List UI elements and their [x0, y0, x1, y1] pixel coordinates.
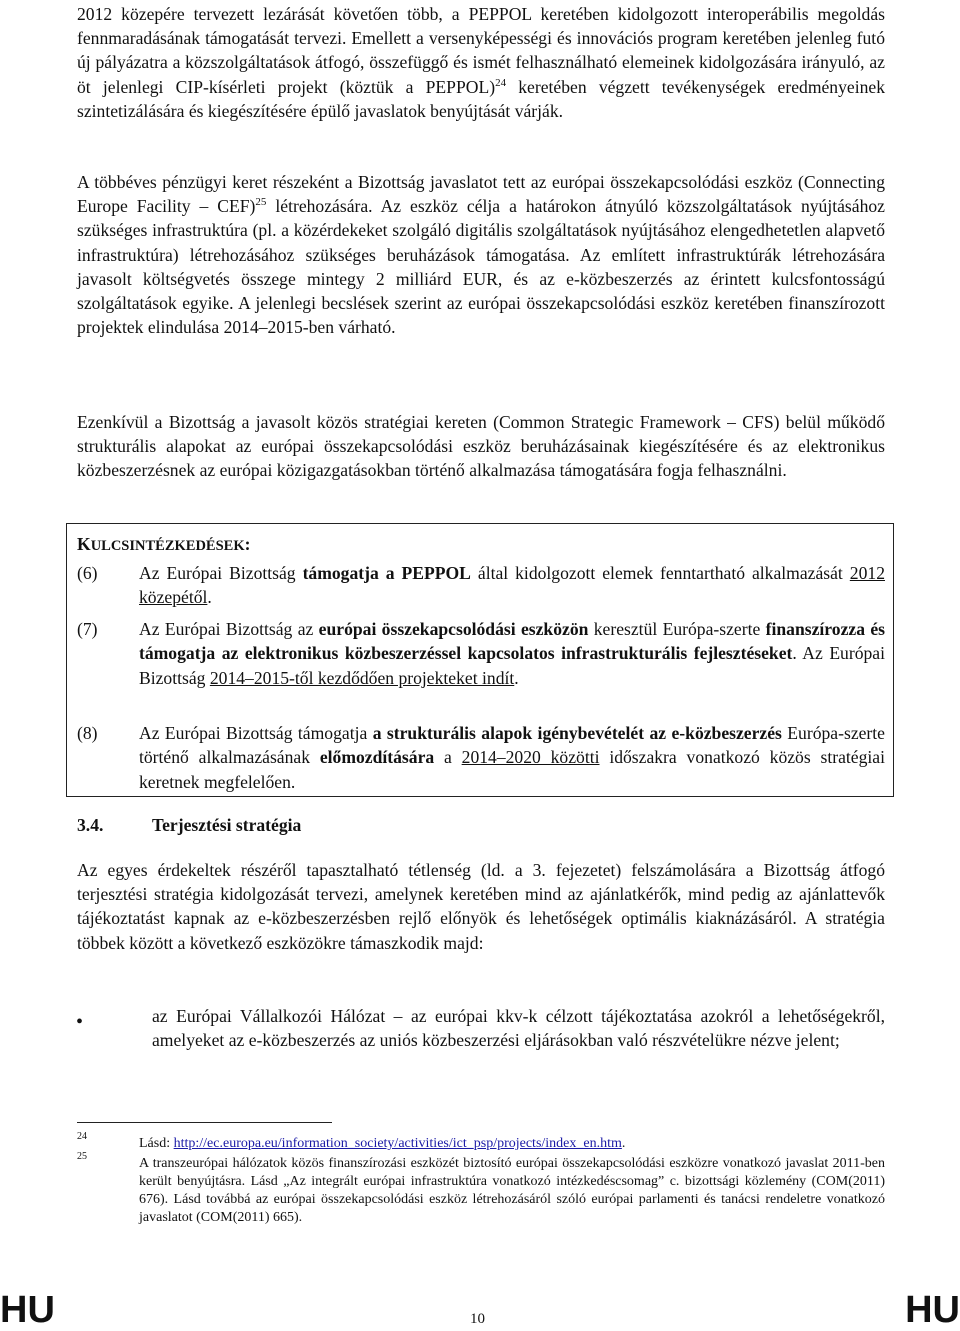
item-text: Az Európai Bizottság az európai összekapcsolódási eszközön keresztül Európa-szerte finanszírozza és támogatja az elektronikus közbeszerzéssel kapcsolatos infrastrukturális fejlesztéseket. Az Európai Bizottság 2014–2015-től kezdődően projekteket indít. [139, 619, 886, 688]
cfs-paragraph: Ezenkívül a Bizottság a javasolt közös stratégiai kereten (Common Strategic Framework – CFS) belül működő strukturális alapokat az európai összekapcsolódási eszköz beruházásainak kiegészítésére és az elektronikus közbeszerzésnek az európai közigazgatásokban történő alkalmazása támogatására fogja felhasználni. [77, 412, 885, 481]
cef-text: A többéves pénzügyi keret részeként a Bizottság javaslatot tett az európai összekapcsolódási eszköz (Connecting Europe Facility – CEF) [77, 172, 885, 217]
cef-text-rest: létrehozására. Az eszköz célja a határokon átnyúló közszolgáltatások nyújtásához szükséges infrastruktúra (pl. a közérdekeket szolgáló digitális szolgáltatások nyújtásához elengedhetetlen alapvető infrastruktúra) létrehozásához szükséges beruházások támogatása. Az említett infrastruktúrák létrehozására javasolt költségvetés összege mintegy 2 milliárd EUR, és az e-közbeszerzés az érintett kulcsfontosságú szolgáltatások egyike. A jelenlegi becslések szerint az európai összekapcsolódási eszköz keretében finanszírozott projektek elindulása 2014–2015-ben várható. [77, 196, 885, 338]
footnote-divider [77, 1122, 332, 1123]
language-code-left: HU [0, 1289, 55, 1331]
footnote-25: A transzeurópai hálózatok közös finanszírozási eszközét biztosító európai összekapcsolódási eszközre vonatkozó javaslat 2011-ben került benyújtásra. Lásd „Az integrált európai infrastruktúra vonatkozó intézkedéscsomag” c. bizottsági közlemény (COM(2011) 676). Lásd továbbá az európai összekapcsolódási eszköz létrehozásáról szóló európai parlamenti és tanácsi rendeletre vonatkozó javaslatot (COM(2011) 665). [139, 1156, 885, 1225]
footnote-ref-24[interactable]: 24 [495, 76, 507, 89]
section-number: 3.4. [77, 815, 104, 835]
language-code-right: HU [905, 1289, 960, 1331]
item-text: Az Európai Bizottság támogatja a PEPPOL által kidolgozott elemek fenntartható alkalmazását 2012 közepétől. [139, 563, 885, 608]
key-actions-title: KULCSINTÉZKEDÉSEK: [77, 534, 251, 554]
footnote-number-25: 25 [77, 1151, 87, 1162]
bullet-icon: • [76, 1011, 84, 1033]
footnote-24: Lásd: http://ec.europa.eu/information_society/activities/ict_psp/projects/index_en.htm. [139, 1136, 626, 1151]
footnote-link[interactable]: http://ec.europa.eu/information_society/activities/ict_psp/projects/index_en.htm [173, 1136, 622, 1151]
item-number: (8) [77, 723, 98, 743]
footnote-ref-25[interactable]: 25 [255, 196, 267, 209]
cef-paragraph [77, 170, 885, 339]
footnote-number-24: 24 [77, 1131, 87, 1142]
intro-paragraph [77, 2, 885, 123]
section-title: Terjesztési stratégia [152, 815, 302, 835]
item-text: Az Európai Bizottság támogatja a strukturális alapok igénybevételét az e-közbeszerzés Európa-szerte történő alkalmazásának előmozdítására a 2014–2020 közötti időszakra vonatkozó közös stratégiai keretnek megfelelően. [139, 723, 886, 792]
strategy-paragraph: Az egyes érdekeltek részéről tapasztalható tétlenség (ld. a 3. fejezetet) felszámolására a Bizottság átfogó terjesztési stratégia kidolgozását tervezi, amelynek keretében mind az ajánlatkérők, mind pedig az ajánlattevők tájékoztatást kapnak az e-közbeszerzésben rejlő előnyök és lehetőségek optimális kiaknázásáról. A stratégia többek között a következő eszközökre támaszkodik majd: [77, 860, 885, 953]
intro-text: 2012 közepére tervezett lezárását követően több, a PEPPOL keretében kidolgozott interoperábilis megoldás fennmaradásának támogatását tervezi. Emellett a versenyképességi és innovációs program keretében jelenleg futó új pályázatra a közszolgáltatások átfogó, összefüggő és ismét felhasználható elemeinek kidolgozására irányuló, az öt jelenlegi CIP-kísérleti projekt (köztük a PEPPOL) [77, 4, 885, 97]
item-number: (6) [77, 563, 98, 583]
page-number: 10 [470, 1311, 485, 1327]
bullet-item: az Európai Vállalkozói Hálózat – az európai kkv-k célzott tájékoztatása azokról a lehetőségekről, amelyeket az e-közbeszerzés az uniós közbeszerzési eljárásokban való részvételükre nézve jelent; [152, 1006, 885, 1051]
item-number: (7) [77, 619, 98, 639]
intro-text-rest: keretében végzett tevékenységek eredményeinek szintetizálására és kiegészítésére épülő javaslatok benyújtását várják. [77, 76, 886, 121]
